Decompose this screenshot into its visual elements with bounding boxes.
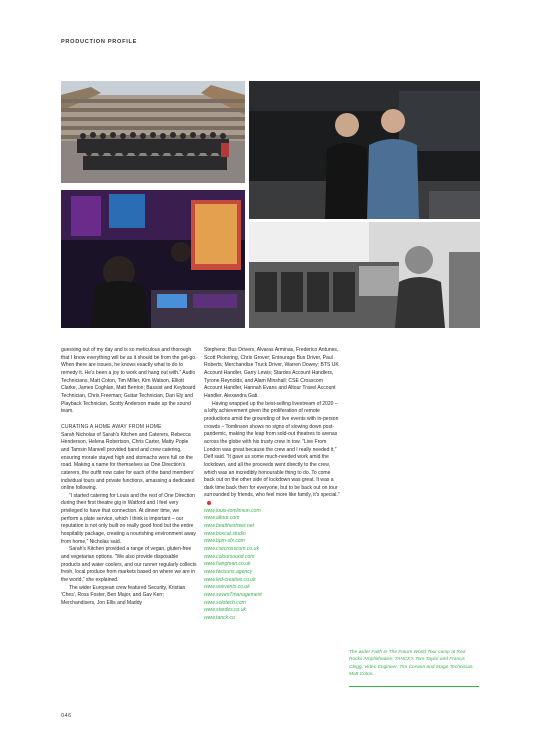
body-paragraph: guessing out of my day and is so meticulous and thorough that I know everything will be as it should be from the get-go. When there are issues, he knows exactly what to do to remedy it. He's been a joy to work and hang out with.” Audio Technicians, Matt Coton, Tim Miller, Kim Watson, Elliott Clarke, James Coghlan, Matt Benton; Bassist and Keyboard Technician, Chris Freeman; Guitar Technician, Dan Ely and Playback Technician, Scotty Anderson made up the sound team.: [61, 347, 197, 415]
engineer-at-desk-photo: [249, 222, 480, 328]
url-link[interactable]: www.stardes.co.uk: [204, 607, 247, 614]
photo-caption: The wider Faith In The Future World Tour camp at Red Rocks Amphitheatre; TANCK's Tom Taylor and Francis Clegg, Video Engineer, Tim Corwen and Stage Technician, Matt Coton.: [349, 650, 474, 677]
two-men-portrait-photo: [249, 81, 480, 219]
technicians-at-consoles-photo: [61, 190, 245, 328]
url-link[interactable]: www.solotech.com: [204, 599, 246, 606]
article-column-1: [61, 347, 197, 608]
body-paragraph-closing: [204, 401, 341, 508]
url-link[interactable]: www.beatthestreet.net: [204, 523, 254, 530]
url-link[interactable]: www.altour.com: [204, 515, 240, 522]
subheading: CURATING A HOME AWAY FROM HOME: [61, 423, 162, 430]
url-link[interactable]: www.coloursound.com: [204, 553, 255, 560]
page-number: 046: [61, 713, 72, 719]
body-paragraph: Sarah Nicholas of Sarah's Kitchen and Caterers, Rebecca Henderson, Helena Robertson, Chris Carter, Matty Pople and Tamsin Manvell provided band and crew catering, ensuring morale stayed high and stomachs were full on the road. Making a name for themselves as One Direction's caterers, the outfit now cater for each of the band members' individual tours and private functions, amassing a dedicated online following.: [61, 431, 195, 492]
url-link[interactable]: www.tanck.co: [204, 614, 235, 621]
article-column-2: [204, 347, 341, 623]
section-header: PRODUCTION PROFILE: [61, 39, 137, 45]
url-link[interactable]: www.louis-tomlinson.com: [204, 507, 261, 514]
url-link[interactable]: www.hangman.co.uk: [204, 561, 251, 568]
caption-divider: [349, 686, 479, 687]
url-link[interactable]: www.bpm-sfx.com: [204, 538, 245, 545]
body-paragraph: Sarah's Kitchen provided a range of vegan, gluten-free and vegetarian options. “We also provide disposable products and water coolers, and our runner regularly collects fresh, local produce from markets based on where we are in the world,” she explained.: [61, 546, 197, 584]
url-link[interactable]: www.twosuns.agency: [204, 569, 253, 576]
url-link[interactable]: www.led-creative.co.uk: [204, 576, 256, 583]
closing-text: Having wrapped up the best-selling livestream of 2020 – a lofty achievement given the proliferation of remote productions amid the grounding of live events with in-person crowds – Tomlinson shows no signs of slowing down post-pandemic, making the leap from sold-out theatres to arenas across the globe with his trusty crew in tow. “Live From London was great because the crew and I really needed it,” Delf said. “It gave us some much-needed work amid the lockdown, and all the proceeds went directly to the crew, which was an incredibly honourable thing to do. To come back out on the other side of lockdown was great. It was a dark time back then for everyone, but to be back out on tour surrounded by friends, who feel more like family, it's special.”: [204, 400, 340, 499]
body-paragraph: The wider European crew featured Security, Kristian 'Ches', Ross Foster, Ben Major, and Gav Kerr; Merchandisers, Jon Ellis and Maddy: [61, 584, 186, 606]
url-link[interactable]: www.seven7management: [204, 592, 262, 598]
body-paragraph: Stephens; Bus Drivers, Alvaras Arminas, Frederico Antunes, Scott Pickering, Chris Grover; Entourage Bus Driver, Paul Roberts; Merchandise Truck Driver, Warren Dowey; BTS UK Account Handler, Garry Lewis; Stardes Account Handlers, Tyrone Reynolds, and Alam Minshall; CSE Crosscom Account Handler, Hannah Evans and Altour Travel Account Handler, Alexandra Gati.: [204, 347, 339, 399]
end-of-article-bullet: [207, 501, 211, 505]
amphitheatre-crew-photo: [61, 81, 245, 183]
url-list: [204, 508, 341, 623]
url-link[interactable]: www.boxcat.studio: [204, 530, 246, 537]
body-paragraph: “I started catering for Louis and the rest of One Direction during their first theatre gig in Watford and I feel very privileged to have that connection. At dinner time, we perform a plate service, which I think is important – our reputation is not only built on really good food but the entire hospitality package, creating a nourishing environment away from home,” Nicholas said.: [61, 492, 196, 545]
url-link[interactable]: www.ovevents.co.uk: [204, 584, 250, 591]
url-link[interactable]: www.csecrosscom.co.uk: [204, 546, 259, 553]
